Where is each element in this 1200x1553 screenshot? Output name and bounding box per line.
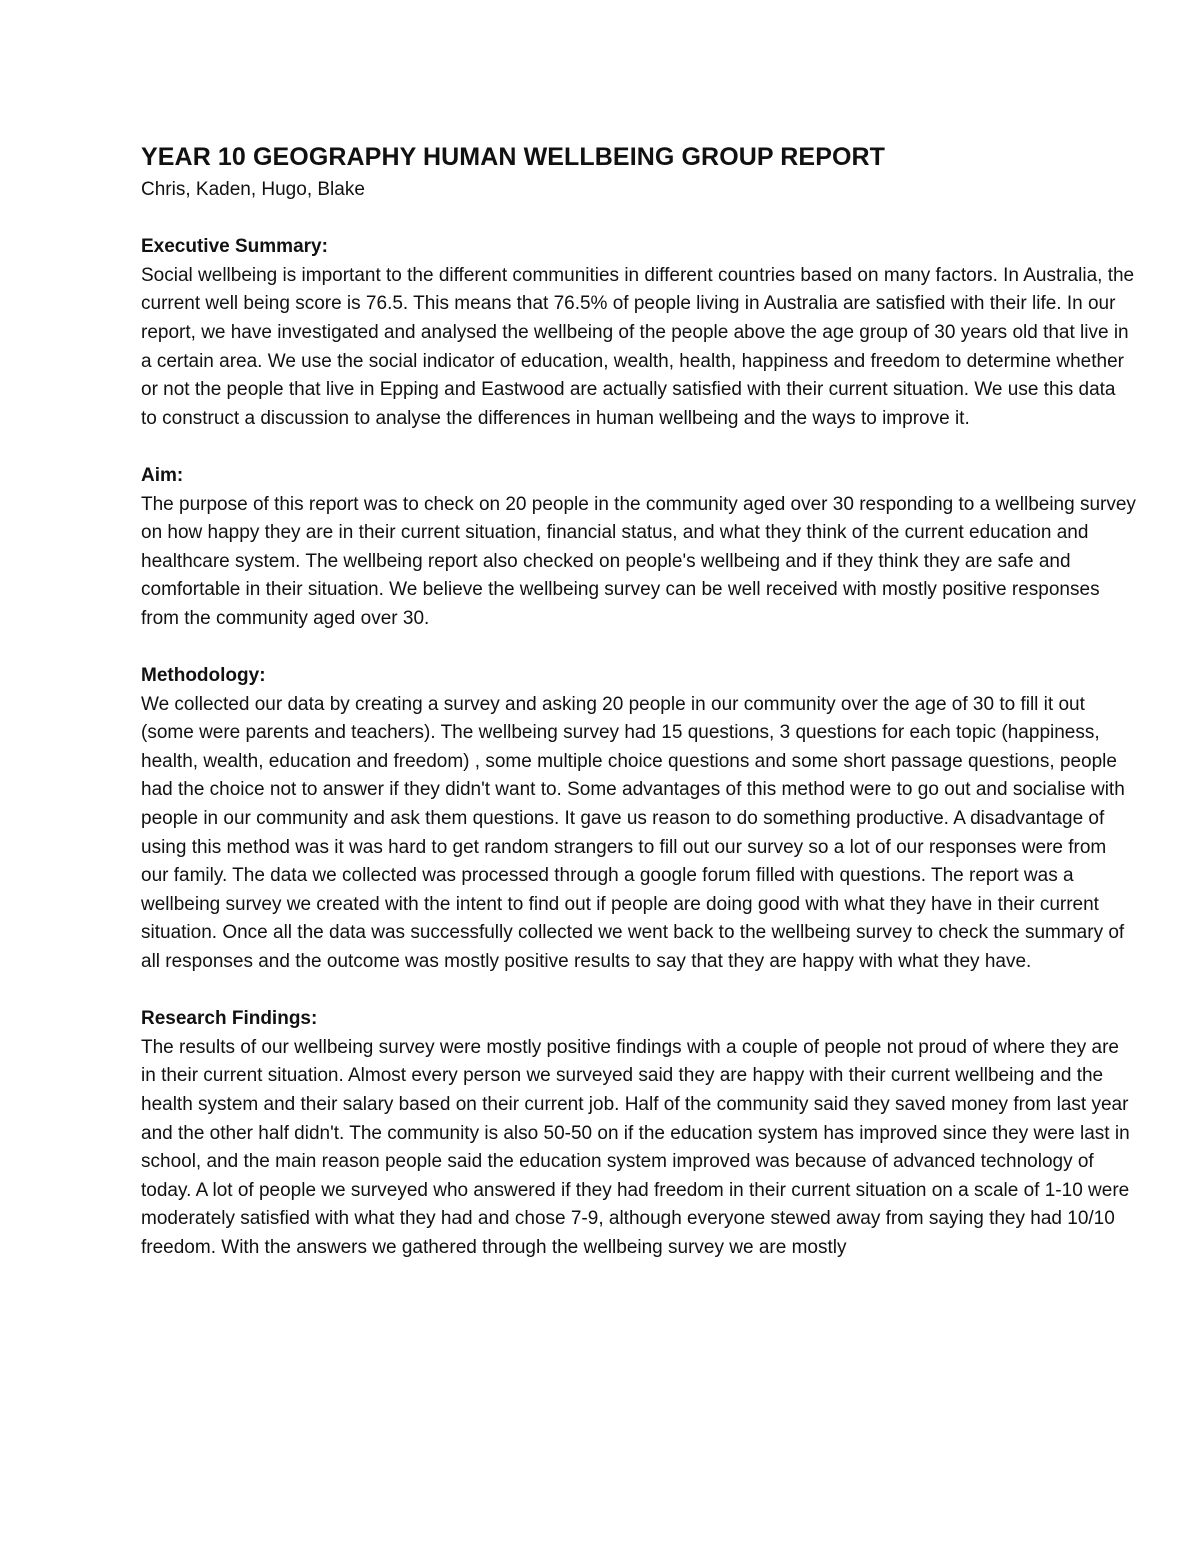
section-heading: Aim: — [141, 464, 184, 486]
section-aim — [141, 462, 1136, 634]
section-paragraph: We collected our data by creating a survey and asking 20 people in our community over the age of 30 to fill it out (some were parents and teachers). The wellbeing survey had 15 questions, 3 questions for each topic (happiness, health, wealth, education and freedom) , some multiple choice questions and some short passage questions, people had the choice not to answer if they didn't want to. Some advantages of this method were to go out and socialise with people in our community and ask them questions. It gave us reason to do something productive. A disadvantage of using this method was it was hard to get random strangers to fill out our survey so a lot of our responses were from our family. The data we collected was processed through a google forum filled with questions. The report was a wellbeing survey we created with the intent to find out if people are doing good with what they have in their current situation. Once all the data was successfully collected we went back to the wellbeing survey to check the summary of all responses and the outcome was mostly positive results to say that they are happy with what they have. — [141, 693, 1125, 973]
section-paragraph: The purpose of this report was to check on 20 people in the community aged over 30 responding to a wellbeing survey on how happy they are in their current situation, financial status, and what they think of the current education and healthcare system. The wellbeing report also checked on people's wellbeing and if they think they are safe and comfortable in their situation. We believe the wellbeing survey can be well received with mostly positive responses from the community aged over 30. — [141, 493, 1136, 629]
section-paragraph: The results of our wellbeing survey were mostly positive findings with a couple of people not proud of where they are in their current situation. Almost every person we surveyed said they are happy with their current wellbeing and the health system and their salary based on their current job. Half of the community said they saved money from last year and the other half didn't. The community is also 50-50 on if the education system has improved since they were last in school, and the main reason people said the education system improved was because of advanced technology of today. A lot of people we surveyed who answered if they had freedom in their current situation on a scale of 1-10 were moderately satisfied with what they had and chose 7-9, although everyone stewed away from saying they had 10/10 freedom. With the answers we gathered through the wellbeing survey we are mostly — [141, 1036, 1130, 1258]
section-heading: Methodology: — [141, 665, 266, 687]
section-heading: Executive Summary: — [141, 236, 328, 258]
document-page — [141, 138, 1136, 1291]
author-list: Chris, Kaden, Hugo, Blake — [141, 179, 365, 200]
section-heading: Research Findings: — [141, 1008, 318, 1030]
document-title: YEAR 10 GEOGRAPHY HUMAN WELLBEING GROUP REPORT — [141, 143, 886, 171]
section-research-findings — [141, 1005, 1136, 1262]
section-paragraph: Social wellbeing is important to the different communities in different countries based on many factors. In Australia, the current well being score is 76.5. This means that 76.5% of people living in Australia are satisfied with their life. In our report, we have investigated and analysed the wellbeing of the people above the age group of 30 years old that live in a certain area. We use the social indicator of education, wealth, health, happiness and freedom to determine whether or not the people that live in Epping and Eastwood are actually satisfied with their current situation. We use this data to construct a discussion to analyse the differences in human wellbeing and the ways to improve it. — [141, 264, 1135, 429]
section-methodology — [141, 662, 1136, 977]
section-executive-summary — [141, 233, 1136, 433]
